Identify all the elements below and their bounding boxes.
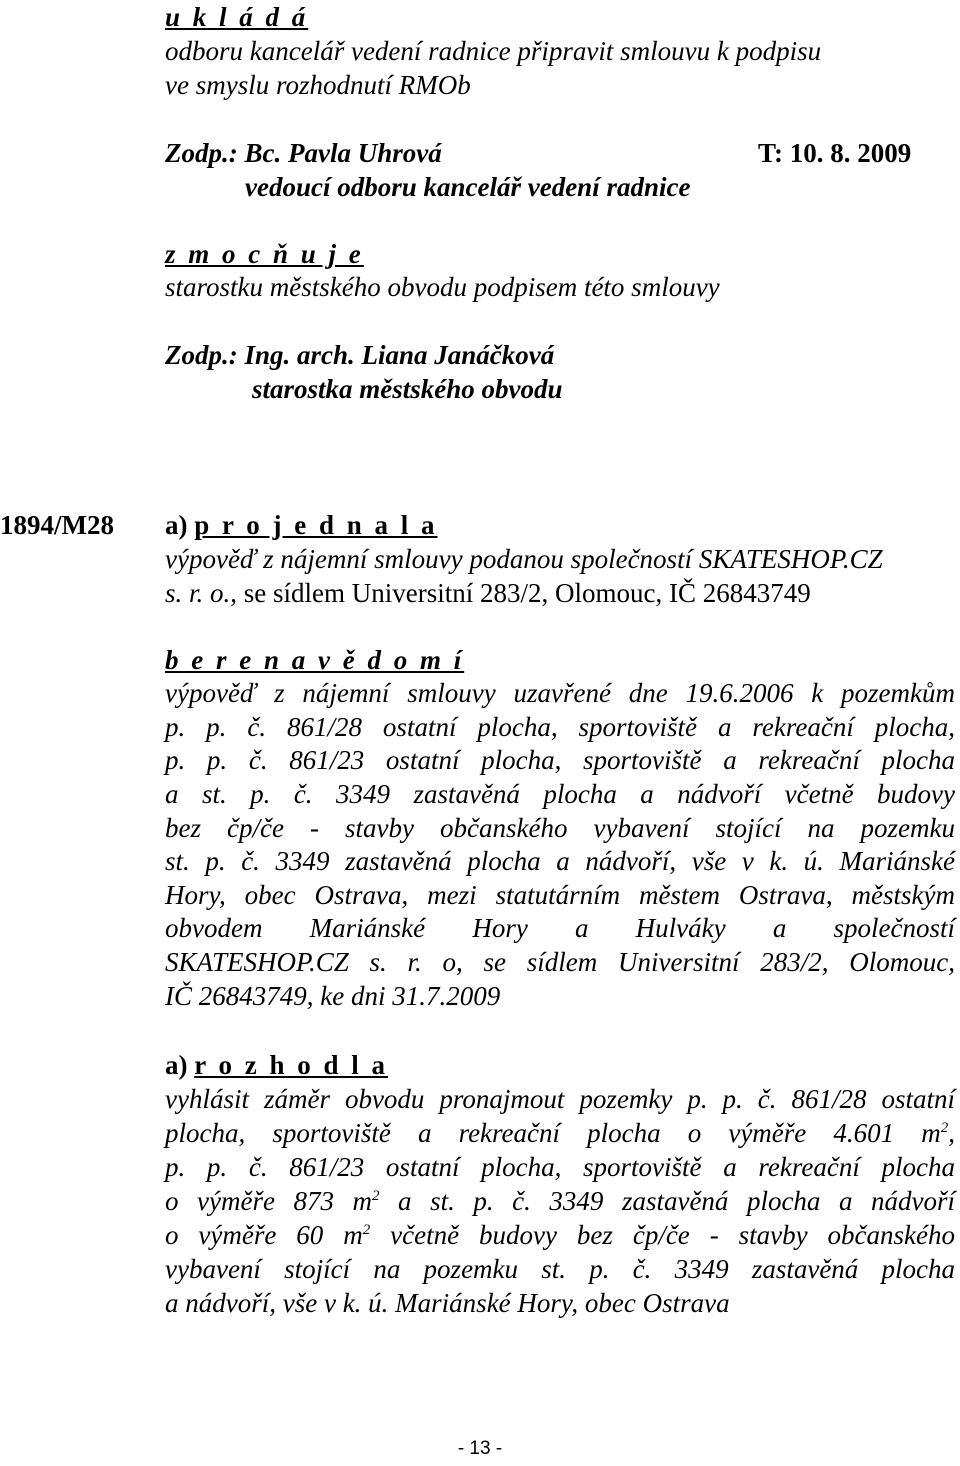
text-fragment: , se sídlem Universitní 283/2, Olomouc, IČ 26843749 — [230, 578, 811, 608]
text-fragment: , — [948, 1118, 955, 1148]
text-line: odboru kancelář vedení radnice připravit smlouvu k podpisu — [165, 36, 822, 66]
text-line: Hory, obec Ostrava, mezi statutárním městem Ostrava, městským — [165, 880, 955, 910]
section-c-heading — [165, 1048, 388, 1082]
section-prefix: a) — [165, 510, 188, 540]
text-line: a st. p. č. 3349 zastavěná plocha a nádvoří včetně budovy — [165, 779, 955, 809]
text-line: bez čp/če - stavby občanského vybavení stojící na pozemku — [165, 813, 955, 843]
text-line — [165, 1184, 955, 1218]
text-line — [165, 1218, 955, 1252]
responsible-person-2: Zodp.: Ing. arch. Liana Janáčková — [165, 340, 555, 370]
text-line: IČ 26843749, ke dni 31.7.2009 — [165, 981, 501, 1011]
text-fragment: s. r. o. — [165, 578, 231, 608]
text-line: starostku městského obvodu podpisem této smlouvy — [165, 272, 720, 302]
text-fragment: plocha, sportoviště a rekreační plocha o výměře 4.601 m — [165, 1118, 941, 1148]
text-line: vybavení stojící na pozemku st. p. č. 3349 zastavěná plocha — [165, 1254, 955, 1284]
heading-bere-na-vedomi: b e r e n a v ě d o m í — [165, 645, 465, 675]
text-line: výpověď z nájemní smlouvy uzavřené dne 19.6.2006 k pozemkům — [165, 678, 955, 708]
text-fragment: včetně budovy bez čp/če - stavby občanského — [370, 1220, 955, 1250]
page-number: - 13 - — [457, 1438, 503, 1459]
text-line — [165, 576, 811, 610]
text-fragment: o výměře 60 m — [165, 1220, 363, 1250]
text-fragment: o výměře 873 m — [165, 1186, 373, 1216]
section-a-heading — [165, 508, 438, 542]
responsible-role-2: starostka městského obvodu — [252, 374, 563, 404]
text-line: p. p. č. 861/28 ostatní plocha, sportoviště a rekreační plocha, — [165, 712, 955, 742]
section-prefix: a) — [165, 1050, 188, 1080]
text-line: p. p. č. 861/23 ostatní plocha, sportoviště a rekreační plocha — [165, 745, 955, 775]
text-line: p. p. č. 861/23 ostatní plocha, sportoviště a rekreační plocha — [165, 1152, 955, 1182]
text-fragment: a st. p. č. 3349 zastavěná plocha a nádvoří — [379, 1186, 955, 1216]
heading-uklada: u k l á d á — [165, 2, 309, 32]
text-line — [165, 1116, 955, 1150]
text-line: výpověď z nájemní smlouvy podanou společností SKATESHOP.CZ — [165, 544, 883, 574]
text-line: SKATESHOP.CZ s. r. o, se sídlem Universitní 283/2, Olomouc, — [165, 947, 955, 977]
superscript: 2 — [940, 1120, 949, 1136]
superscript: 2 — [372, 1188, 380, 1204]
text-line: ve smyslu rozhodnutí RMOb — [165, 70, 471, 100]
text-line: vyhlásit záměr obvodu pronajmout pozemky p. p. č. 861/28 ostatní — [165, 1084, 955, 1114]
heading-rozhodla: r o z h o d l a — [194, 1050, 389, 1080]
text-line: obvodem Mariánské Hory a Hulváky a společností — [165, 913, 955, 943]
heading-zmocnuje: z m o c ň u j e — [165, 239, 364, 269]
text-line: a nádvoří, vše v k. ú. Mariánské Hory, obec Ostrava — [165, 1288, 730, 1318]
superscript: 2 — [362, 1222, 371, 1238]
text-line: st. p. č. 3349 zastavěná plocha a nádvoří, vše v k. ú. Mariánské — [165, 846, 955, 876]
resolution-number: 1894/M28 — [0, 510, 114, 540]
responsible-role: vedoucí odboru kancelář vedení radnice — [245, 172, 691, 202]
deadline: T: 10. 8. 2009 — [758, 138, 912, 168]
heading-projednala: p r o j e d n a l a — [194, 510, 438, 540]
responsible-person: Zodp.: Bc. Pavla Uhrová — [165, 138, 442, 168]
